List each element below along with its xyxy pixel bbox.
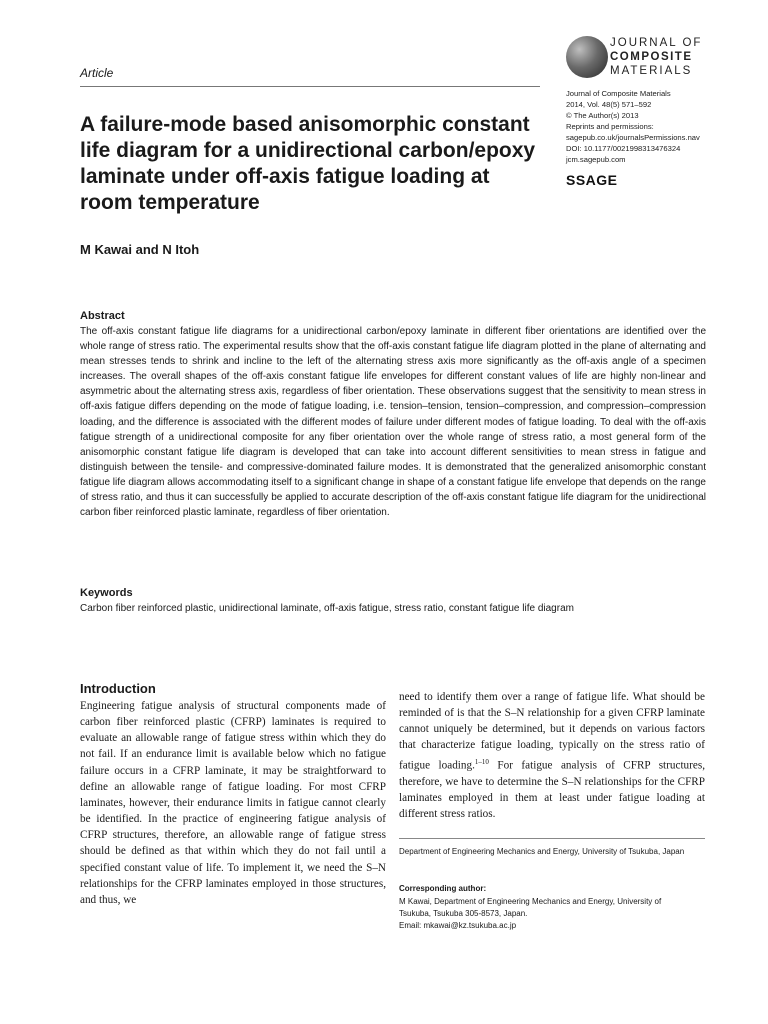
introduction-column-right	[399, 689, 705, 822]
journal-logo-line1: JOURNAL OF	[610, 37, 703, 49]
journal-logo-line2: COMPOSITE	[610, 51, 693, 63]
reprints-label: Reprints and permissions:	[566, 122, 654, 131]
header-divider	[80, 86, 540, 87]
corresponding-author-heading: Corresponding author:	[399, 884, 487, 893]
journal-logo-line3: MATERIALS	[610, 65, 693, 77]
paper-title: A failure-mode based anisomorphic constant life diagram for a unidirectional carbon/epoxy laminate under off-axis fatigue loading at room temperature	[80, 113, 536, 214]
author-affiliation: Department of Engineering Mechanics and Energy, University of Tsukuba, Japan	[399, 847, 685, 856]
keywords-text: Carbon fiber reinforced plastic, unidirectional laminate, off-axis fatigue, stress ratio, constant fatigue life diagram	[80, 603, 574, 614]
corresponding-author-info	[399, 896, 705, 932]
citation-superscript[interactable]: 1–10	[474, 757, 489, 766]
corresponding-author-email[interactable]: Email: mkawai@kz.tsukuba.ac.jp	[399, 921, 517, 930]
doi-line[interactable]: DOI: 10.1177/0021998313476324	[566, 144, 681, 153]
journal-volume: 2014, Vol. 48(5) 571–592	[566, 100, 652, 109]
copyright-line: © The Author(s) 2013	[566, 111, 639, 120]
authors: M Kawai and N Itoh	[80, 242, 200, 257]
keywords-heading: Keywords	[80, 587, 133, 599]
abstract-heading: Abstract	[80, 310, 125, 322]
article-type-label: Article	[80, 66, 114, 80]
abstract-text: The off-axis constant fatigue life diagrams for a unidirectional carbon/epoxy laminate in different fiber orientations are identified over the whole range of stress ratio. The experimental results show that the off-axis constant fatigue life diagram plotted in the plane of alternating and mean stresses tends to shrink and incline to the left of the alternating stress axis more significantly as the off-axis angle of a specimen increases. The overall shapes of the off-axis constant fatigue life envelopes for different constant values of life are highly non-linear and asymmetric about the alternating stress axis, regardless of fiber orientation. These observations suggest that the sensitivity to mean stress in off-axis fatigue differs depending on the mode of fatigue loading, i.e. tension–tension, tension–compression, and compression–compression loading, and the difference is associated with the different modes of failure under different modes of fatigue loading. To deal with the off-axis fatigue strength of a unidirectional composite for any fiber orientation over the whole range of stress ratio, a most general form of the anisomorphic constant fatigue life diagram is developed that can take into account different sensitivities to mean stress in fatigue and distinguish between the tensile- and compressive-dominated failure modes. It is demonstrated that the generalized anisomorphic constant fatigue life diagram allows accommodating itself to a significant change in shape of a constant fatigue life envelope that depends on the range of stress ratio, and thus it can successfully be applied to accurate description of the off-axis constant fatigue life diagram for the unidirectional carbon fiber reinforced plastic laminate, regardless of fiber orientation.	[80, 326, 706, 519]
journal-logo	[566, 36, 706, 84]
introduction-text-part2: For fatigue analysis of CFRP structures, therefore, we have to determine the S–N relationships for the CFRP laminates employed in them at least under fatigue loading at different stress ratios.	[399, 759, 705, 820]
permissions-link[interactable]: sagepub.co.uk/journalsPermissions.nav	[566, 133, 700, 142]
corresponding-author-line: Tsukuba, Tsukuba 305-8573, Japan.	[399, 909, 528, 918]
journal-name: Journal of Composite Materials	[566, 89, 671, 98]
journal-url[interactable]: jcm.sagepub.com	[566, 155, 626, 164]
footnote-divider	[399, 838, 705, 839]
introduction-heading: Introduction	[80, 681, 156, 696]
introduction-text-part1: need to identify them over a range of fatigue life. What should be reminded of is that the S–N relationship for a given CFRP laminate cannot uniquely be determined, but it depends on various factors that characterize fatigue loading, typically on the stress ratio of fatigue loading.	[399, 691, 705, 772]
corresponding-author-line: M Kawai, Department of Engineering Mechanics and Energy, University of	[399, 897, 662, 906]
journal-logo-sphere-icon	[566, 36, 608, 78]
sage-publisher-logo: SSAGE	[566, 172, 618, 188]
introduction-column-left: Engineering fatigue analysis of structural components made of carbon fiber reinforced plastic (CFRP) laminates is required to evaluate an allowable range of fatigue stress within which they do not fail. If an endurance limit is available below which no fatigue failure occurs in a CFRP laminate, it may be straightforward to define an allowable range of fatigue loading. For most CFRP laminates, however, their endurance limits in fatigue cannot clearly be identified. In the practice of engineering fatigue analysis of CFRP structures, therefore, an allowable range of fatigue stress should be defined as that within which they do not fail until a specified constant value of life. To implement it, we need the S–N relationships for the CFRP laminates employed in those structures, and thus, we	[80, 700, 386, 906]
journal-meta	[566, 88, 736, 165]
